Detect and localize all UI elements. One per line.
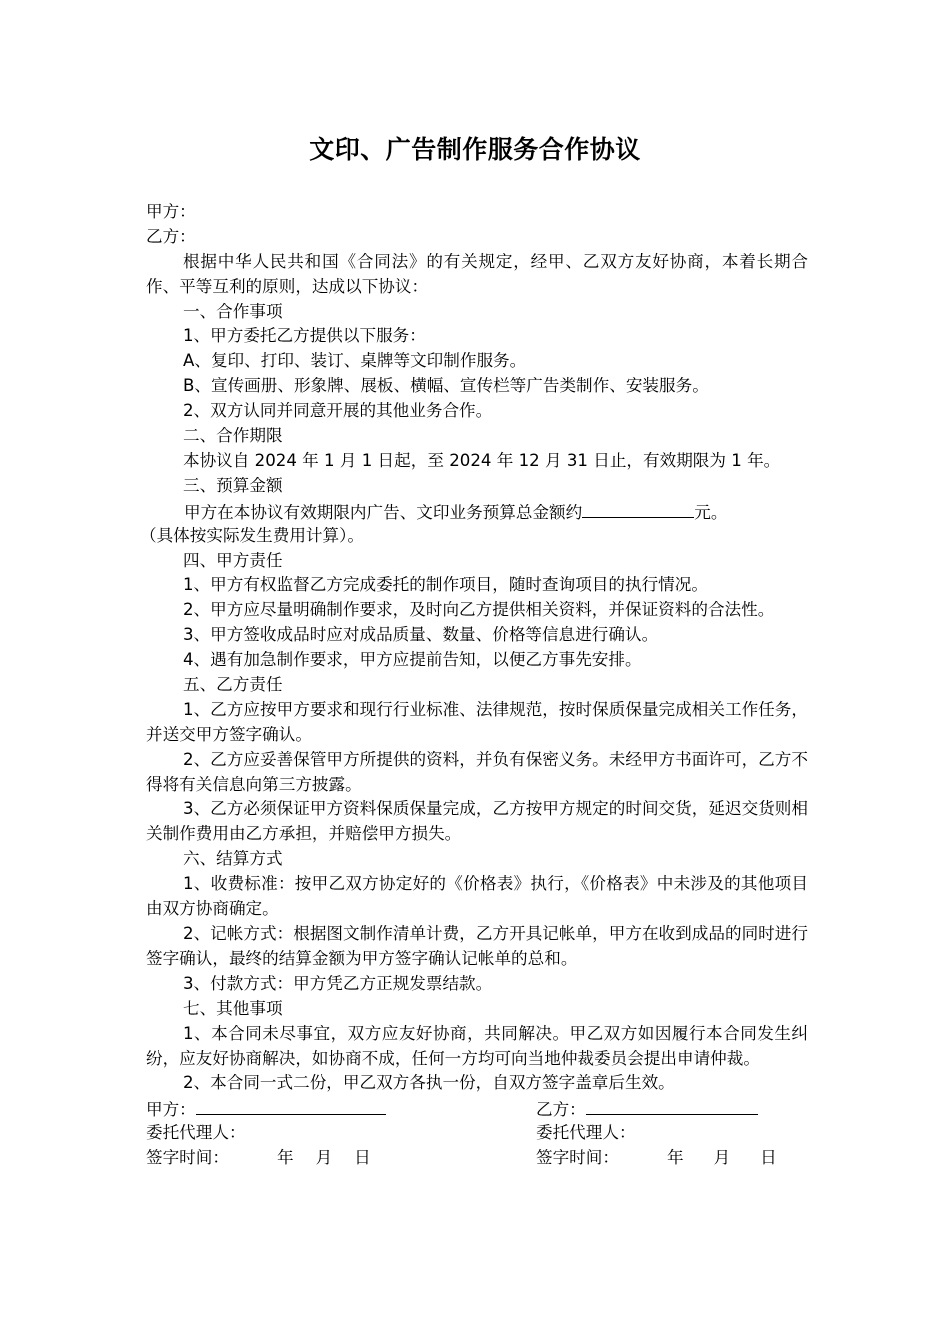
signature-party-a — [146, 1096, 536, 1121]
section-7-item-2: 2、本合同一式二份，甲乙双方各执一份，自双方签字盖章后生效。 — [183, 1073, 675, 1093]
section-4-item-4: 4、遇有加急制作要求，甲方应提前告知，以便乙方事先安排。 — [183, 650, 642, 670]
section-2-text: 本协议自 2024 年 1 月 1 日起，至 2024 年 12 月 31 日止，有效期限为 1 年。 — [183, 450, 781, 470]
signature-agent-a: 委托代理人： — [146, 1123, 246, 1143]
section-5-item-1: 1、乙方应按甲方要求和现行行业标准、法律规范，按时保质保量完成相关工作任务，并送交甲方签字确认。 — [146, 699, 808, 744]
section-1-item-2: 2、双方认同并同意开展的其他业务合作。 — [183, 401, 493, 421]
section-7-heading: 七、其他事项 — [183, 998, 283, 1018]
signature-month-b: 月 — [713, 1148, 731, 1168]
signature-agent-b: 委托代理人： — [536, 1123, 636, 1143]
signature-party-b — [536, 1096, 808, 1121]
budget-text-after: 元。 — [694, 502, 728, 522]
section-2-heading: 二、合作期限 — [183, 426, 283, 446]
document-body — [140, 200, 808, 1171]
section-6-item-3: 3、付款方式：甲方凭乙方正规发票结款。 — [183, 973, 493, 993]
section-3-heading: 三、预算金额 — [183, 475, 283, 495]
signature-party-b-blank[interactable] — [586, 1096, 758, 1115]
signature-time-label-b: 签字时间： — [536, 1148, 619, 1168]
section-3-note: （具体按实际发生费用计算）。 — [140, 525, 365, 545]
section-5-item-2: 2、乙方应妥善保管甲方所提供的资料，并负有保密义务。未经甲方书面许可，乙方不得将有关信息向第三方披露。 — [146, 749, 808, 794]
signature-date-row — [146, 1146, 808, 1171]
section-4-item-2: 2、甲方应尽量明确制作要求，及时向乙方提供相关资料，并保证资料的合法性。 — [183, 600, 775, 620]
signature-year-a: 年 — [276, 1148, 294, 1168]
section-5-item-3: 3、乙方必须保证甲方资料保质保量完成，乙方按甲方规定的时间交货，延迟交货则相关制作费用由乙方承担，并赔偿甲方损失。 — [146, 799, 808, 844]
party-a-line: 甲方： — [146, 202, 196, 221]
section-6-heading: 六、结算方式 — [183, 849, 283, 869]
budget-amount-blank[interactable] — [582, 499, 694, 518]
section-3-budget-line — [146, 499, 808, 524]
signature-party-a-blank[interactable] — [196, 1096, 386, 1115]
signature-month-a: 月 — [315, 1148, 333, 1168]
signature-day-b: 日 — [760, 1148, 777, 1168]
section-6-item-2: 2、记帐方式：根据图文制作清单计费，乙方开具记帐单，甲方在收到成品的同时进行签字确认，最终的结算金额为甲方签字确认记帐单的总和。 — [146, 924, 808, 968]
signature-date-b — [536, 1146, 808, 1171]
signature-time-label-a: 签字时间： — [146, 1148, 229, 1168]
section-6-item-1: 1、收费标准：按甲乙双方协定好的《价格表》执行，《价格表》中未涉及的其他项目由双方协商确定。 — [146, 874, 808, 919]
section-1-item-a: A、复印、打印、装订、桌牌等文印制作服务。 — [183, 351, 527, 371]
signature-year-b: 年 — [666, 1148, 684, 1168]
signature-date-a — [146, 1146, 536, 1171]
party-b-line: 乙方： — [146, 226, 196, 246]
document-title: 文印、广告制作服务合作协议 — [309, 135, 641, 164]
section-1-heading: 一、合作事项 — [183, 301, 283, 321]
section-7-item-1: 1、本合同未尽事宜，双方应友好协商，共同解决。甲乙双方如因履行本合同发生纠纷，应友好协商解决，如协商不成，任何一方均可向当地仲裁委员会提出申请仲裁。 — [146, 1023, 808, 1068]
section-1-item-b: B、宣传画册、形象牌、展板、横幅、宣传栏等广告类制作、安装服务。 — [183, 376, 709, 396]
signature-party-a-label: 甲方： — [146, 1100, 196, 1120]
signature-day-a: 日 — [354, 1148, 371, 1168]
signature-party-row — [146, 1096, 808, 1121]
section-4-item-3: 3、甲方签收成品时应对成品质量、数量、价格等信息进行确认。 — [183, 625, 659, 645]
section-4-heading: 四、甲方责任 — [183, 550, 283, 570]
section-1-item-1: 1、甲方委托乙方提供以下服务： — [183, 326, 426, 346]
budget-text-before: 甲方在本协议有效期限内广告、文印业务预算总金额约 — [184, 502, 583, 522]
section-5-heading: 五、乙方责任 — [183, 674, 283, 694]
signature-party-b-label: 乙方： — [536, 1100, 586, 1120]
signature-agent-row — [146, 1121, 808, 1146]
section-4-item-1: 1、甲方有权监督乙方完成委托的制作项目，随时查询项目的执行情况。 — [183, 575, 708, 595]
intro-paragraph: 根据中华人民共和国《合同法》的有关规定，经甲、乙双方友好协商，本着长期合作、平等互利的原则，达成以下协议： — [146, 251, 808, 296]
